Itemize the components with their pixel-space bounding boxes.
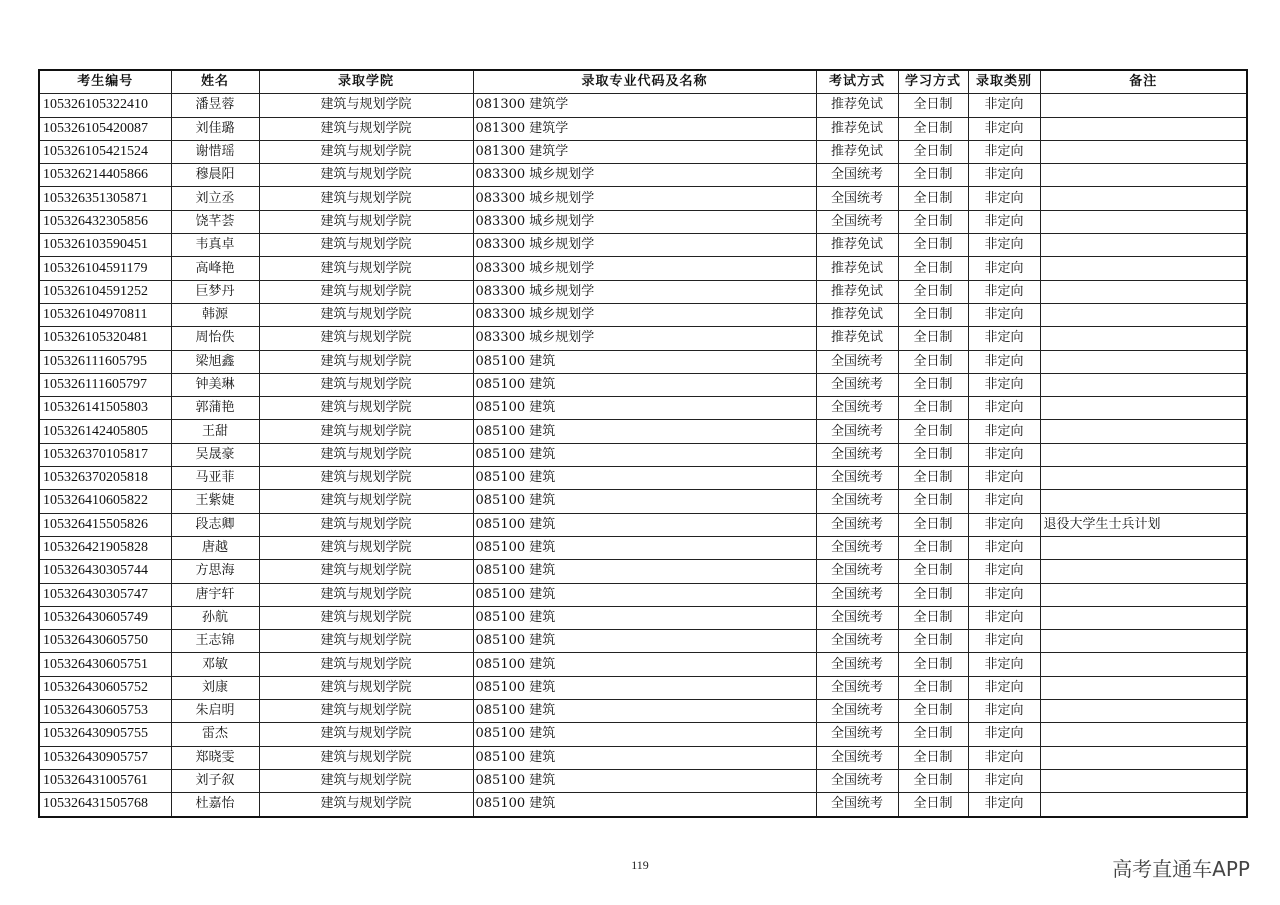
cell-college: 建筑与规划学院 xyxy=(259,467,473,490)
table-row xyxy=(39,187,1247,210)
cell-candidate-id: 105326141505803 xyxy=(39,397,171,420)
cell-admission-category: 非定向 xyxy=(968,653,1040,676)
cell-exam-type: 全国统考 xyxy=(816,350,898,373)
cell-exam-type: 全国统考 xyxy=(816,606,898,629)
cell-exam-type: 全国统考 xyxy=(816,467,898,490)
cell-exam-type: 全国统考 xyxy=(816,560,898,583)
cell-study-mode: 全日制 xyxy=(898,94,968,117)
table-row xyxy=(39,420,1247,443)
table-row xyxy=(39,94,1247,117)
cell-exam-type: 全国统考 xyxy=(816,420,898,443)
cell-major: 083300 城乡规划学 xyxy=(473,210,816,233)
table-row xyxy=(39,606,1247,629)
cell-admission-category: 非定向 xyxy=(968,723,1040,746)
cell-notes xyxy=(1040,583,1247,606)
cell-major: 085100 建筑 xyxy=(473,746,816,769)
cell-notes xyxy=(1040,420,1247,443)
table-row xyxy=(39,560,1247,583)
table-row xyxy=(39,700,1247,723)
cell-study-mode: 全日制 xyxy=(898,234,968,257)
cell-major: 085100 建筑 xyxy=(473,723,816,746)
table-row xyxy=(39,397,1247,420)
cell-notes xyxy=(1040,117,1247,140)
cell-college: 建筑与规划学院 xyxy=(259,187,473,210)
cell-notes xyxy=(1040,769,1247,792)
cell-admission-category: 非定向 xyxy=(968,234,1040,257)
cell-notes xyxy=(1040,350,1247,373)
cell-name: 梁旭鑫 xyxy=(171,350,259,373)
header-major: 录取专业代码及名称 xyxy=(473,70,816,94)
cell-major: 085100 建筑 xyxy=(473,606,816,629)
table-row xyxy=(39,327,1247,350)
cell-name: 刘立丞 xyxy=(171,187,259,210)
cell-admission-category: 非定向 xyxy=(968,560,1040,583)
header-candidate-id: 考生编号 xyxy=(39,70,171,94)
cell-major: 085100 建筑 xyxy=(473,700,816,723)
cell-notes xyxy=(1040,280,1247,303)
cell-study-mode: 全日制 xyxy=(898,420,968,443)
table-row xyxy=(39,536,1247,559)
cell-candidate-id: 105326430605750 xyxy=(39,630,171,653)
cell-name: 钟美琳 xyxy=(171,373,259,396)
cell-notes xyxy=(1040,490,1247,513)
cell-college: 建筑与规划学院 xyxy=(259,117,473,140)
cell-candidate-id: 105326430605752 xyxy=(39,676,171,699)
page-number: 119 xyxy=(631,858,649,872)
cell-college: 建筑与规划学院 xyxy=(259,723,473,746)
cell-major: 085100 建筑 xyxy=(473,397,816,420)
header-admission-category: 录取类别 xyxy=(968,70,1040,94)
cell-candidate-id: 105326142405805 xyxy=(39,420,171,443)
table-row xyxy=(39,280,1247,303)
cell-notes xyxy=(1040,210,1247,233)
header-study-mode: 学习方式 xyxy=(898,70,968,94)
cell-candidate-id: 105326111605797 xyxy=(39,373,171,396)
cell-name: 潘昱蓉 xyxy=(171,94,259,117)
cell-candidate-id: 105326104591179 xyxy=(39,257,171,280)
cell-exam-type: 全国统考 xyxy=(816,583,898,606)
cell-exam-type: 全国统考 xyxy=(816,630,898,653)
cell-admission-category: 非定向 xyxy=(968,257,1040,280)
cell-candidate-id: 105326430305744 xyxy=(39,560,171,583)
cell-notes: 退役大学生士兵计划 xyxy=(1040,513,1247,536)
cell-major: 083300 城乡规划学 xyxy=(473,303,816,326)
cell-name: 穆晨阳 xyxy=(171,164,259,187)
cell-exam-type: 全国统考 xyxy=(816,164,898,187)
cell-major: 083300 城乡规划学 xyxy=(473,234,816,257)
cell-candidate-id: 105326421905828 xyxy=(39,536,171,559)
cell-name: 郭蒲艳 xyxy=(171,397,259,420)
cell-college: 建筑与规划学院 xyxy=(259,700,473,723)
cell-candidate-id: 105326415505826 xyxy=(39,513,171,536)
cell-college: 建筑与规划学院 xyxy=(259,234,473,257)
table-row xyxy=(39,793,1247,817)
table-row xyxy=(39,117,1247,140)
cell-exam-type: 全国统考 xyxy=(816,373,898,396)
cell-name: 韦真卓 xyxy=(171,234,259,257)
cell-candidate-id: 105326105420087 xyxy=(39,117,171,140)
cell-admission-category: 非定向 xyxy=(968,280,1040,303)
cell-college: 建筑与规划学院 xyxy=(259,140,473,163)
cell-exam-type: 全国统考 xyxy=(816,700,898,723)
cell-admission-category: 非定向 xyxy=(968,210,1040,233)
cell-candidate-id: 105326410605822 xyxy=(39,490,171,513)
cell-college: 建筑与规划学院 xyxy=(259,653,473,676)
cell-exam-type: 全国统考 xyxy=(816,676,898,699)
table-row xyxy=(39,630,1247,653)
cell-admission-category: 非定向 xyxy=(968,350,1040,373)
cell-college: 建筑与规划学院 xyxy=(259,257,473,280)
cell-notes xyxy=(1040,606,1247,629)
table-row xyxy=(39,723,1247,746)
cell-notes xyxy=(1040,793,1247,817)
cell-college: 建筑与规划学院 xyxy=(259,769,473,792)
table-row xyxy=(39,303,1247,326)
cell-major: 085100 建筑 xyxy=(473,490,816,513)
admission-table xyxy=(38,69,1248,818)
cell-major: 085100 建筑 xyxy=(473,467,816,490)
cell-admission-category: 非定向 xyxy=(968,700,1040,723)
cell-notes xyxy=(1040,303,1247,326)
table-row xyxy=(39,513,1247,536)
cell-candidate-id: 105326431505768 xyxy=(39,793,171,817)
table-row xyxy=(39,234,1247,257)
table-row xyxy=(39,257,1247,280)
cell-admission-category: 非定向 xyxy=(968,397,1040,420)
cell-study-mode: 全日制 xyxy=(898,443,968,466)
cell-notes xyxy=(1040,397,1247,420)
cell-college: 建筑与规划学院 xyxy=(259,350,473,373)
admission-table-container xyxy=(38,69,1246,818)
cell-name: 饶芊荟 xyxy=(171,210,259,233)
cell-name: 巨梦丹 xyxy=(171,280,259,303)
cell-candidate-id: 105326104970811 xyxy=(39,303,171,326)
cell-college: 建筑与规划学院 xyxy=(259,583,473,606)
table-row xyxy=(39,350,1247,373)
cell-admission-category: 非定向 xyxy=(968,630,1040,653)
cell-admission-category: 非定向 xyxy=(968,793,1040,817)
cell-study-mode: 全日制 xyxy=(898,723,968,746)
cell-candidate-id: 105326214405866 xyxy=(39,164,171,187)
cell-college: 建筑与规划学院 xyxy=(259,373,473,396)
table-row xyxy=(39,583,1247,606)
cell-notes xyxy=(1040,723,1247,746)
cell-exam-type: 全国统考 xyxy=(816,653,898,676)
cell-exam-type: 推荐免试 xyxy=(816,280,898,303)
cell-study-mode: 全日制 xyxy=(898,560,968,583)
cell-name: 高峰艳 xyxy=(171,257,259,280)
cell-admission-category: 非定向 xyxy=(968,513,1040,536)
cell-major: 085100 建筑 xyxy=(473,793,816,817)
cell-notes xyxy=(1040,443,1247,466)
cell-exam-type: 推荐免试 xyxy=(816,117,898,140)
cell-study-mode: 全日制 xyxy=(898,210,968,233)
cell-name: 唐越 xyxy=(171,536,259,559)
cell-candidate-id: 105326351305871 xyxy=(39,187,171,210)
watermark-text: 高考直通车APP xyxy=(1112,857,1250,881)
cell-candidate-id: 105326111605795 xyxy=(39,350,171,373)
cell-admission-category: 非定向 xyxy=(968,420,1040,443)
cell-candidate-id: 105326430605749 xyxy=(39,606,171,629)
cell-notes xyxy=(1040,467,1247,490)
cell-study-mode: 全日制 xyxy=(898,513,968,536)
cell-major: 085100 建筑 xyxy=(473,420,816,443)
table-row xyxy=(39,164,1247,187)
cell-notes xyxy=(1040,94,1247,117)
cell-exam-type: 全国统考 xyxy=(816,513,898,536)
table-row xyxy=(39,653,1247,676)
cell-study-mode: 全日制 xyxy=(898,373,968,396)
cell-study-mode: 全日制 xyxy=(898,280,968,303)
cell-exam-type: 推荐免试 xyxy=(816,257,898,280)
cell-major: 085100 建筑 xyxy=(473,513,816,536)
cell-name: 雷杰 xyxy=(171,723,259,746)
cell-college: 建筑与规划学院 xyxy=(259,327,473,350)
cell-exam-type: 全国统考 xyxy=(816,443,898,466)
table-row xyxy=(39,140,1247,163)
cell-admission-category: 非定向 xyxy=(968,443,1040,466)
table-row xyxy=(39,467,1247,490)
cell-name: 刘子叙 xyxy=(171,769,259,792)
cell-admission-category: 非定向 xyxy=(968,187,1040,210)
cell-college: 建筑与规划学院 xyxy=(259,210,473,233)
cell-major: 081300 建筑学 xyxy=(473,140,816,163)
cell-notes xyxy=(1040,536,1247,559)
cell-name: 马亚菲 xyxy=(171,467,259,490)
header-exam-type: 考试方式 xyxy=(816,70,898,94)
cell-name: 王志锦 xyxy=(171,630,259,653)
cell-notes xyxy=(1040,560,1247,583)
cell-name: 邓敏 xyxy=(171,653,259,676)
cell-college: 建筑与规划学院 xyxy=(259,397,473,420)
cell-candidate-id: 105326430305747 xyxy=(39,583,171,606)
table-row xyxy=(39,769,1247,792)
cell-exam-type: 推荐免试 xyxy=(816,303,898,326)
cell-admission-category: 非定向 xyxy=(968,467,1040,490)
cell-exam-type: 全国统考 xyxy=(816,723,898,746)
cell-admission-category: 非定向 xyxy=(968,117,1040,140)
cell-study-mode: 全日制 xyxy=(898,467,968,490)
cell-study-mode: 全日制 xyxy=(898,606,968,629)
cell-name: 杜嘉怡 xyxy=(171,793,259,817)
cell-notes xyxy=(1040,327,1247,350)
cell-admission-category: 非定向 xyxy=(968,583,1040,606)
header-notes: 备注 xyxy=(1040,70,1247,94)
cell-notes xyxy=(1040,187,1247,210)
cell-candidate-id: 105326370105817 xyxy=(39,443,171,466)
table-body xyxy=(39,94,1247,817)
cell-college: 建筑与规划学院 xyxy=(259,303,473,326)
cell-major: 085100 建筑 xyxy=(473,443,816,466)
cell-college: 建筑与规划学院 xyxy=(259,94,473,117)
cell-notes xyxy=(1040,746,1247,769)
cell-name: 朱启明 xyxy=(171,700,259,723)
cell-notes xyxy=(1040,257,1247,280)
cell-notes xyxy=(1040,653,1247,676)
cell-college: 建筑与规划学院 xyxy=(259,280,473,303)
cell-study-mode: 全日制 xyxy=(898,746,968,769)
header-name: 姓名 xyxy=(171,70,259,94)
cell-study-mode: 全日制 xyxy=(898,490,968,513)
table-row xyxy=(39,676,1247,699)
cell-major: 083300 城乡规划学 xyxy=(473,164,816,187)
cell-college: 建筑与规划学院 xyxy=(259,793,473,817)
cell-study-mode: 全日制 xyxy=(898,303,968,326)
cell-study-mode: 全日制 xyxy=(898,140,968,163)
cell-admission-category: 非定向 xyxy=(968,606,1040,629)
cell-candidate-id: 105326432305856 xyxy=(39,210,171,233)
cell-notes xyxy=(1040,630,1247,653)
cell-college: 建筑与规划学院 xyxy=(259,630,473,653)
cell-notes xyxy=(1040,676,1247,699)
cell-exam-type: 全国统考 xyxy=(816,210,898,233)
cell-major: 085100 建筑 xyxy=(473,536,816,559)
cell-admission-category: 非定向 xyxy=(968,536,1040,559)
cell-candidate-id: 105326430905757 xyxy=(39,746,171,769)
cell-name: 孙航 xyxy=(171,606,259,629)
cell-name: 唐宇轩 xyxy=(171,583,259,606)
cell-name: 刘佳璐 xyxy=(171,117,259,140)
cell-candidate-id: 105326370205818 xyxy=(39,467,171,490)
cell-major: 083300 城乡规划学 xyxy=(473,280,816,303)
cell-study-mode: 全日制 xyxy=(898,350,968,373)
cell-college: 建筑与规划学院 xyxy=(259,676,473,699)
cell-study-mode: 全日制 xyxy=(898,583,968,606)
cell-name: 方思海 xyxy=(171,560,259,583)
cell-admission-category: 非定向 xyxy=(968,676,1040,699)
cell-major: 085100 建筑 xyxy=(473,769,816,792)
table-header-row xyxy=(39,70,1247,94)
table-row xyxy=(39,210,1247,233)
cell-candidate-id: 105326430605751 xyxy=(39,653,171,676)
cell-exam-type: 全国统考 xyxy=(816,397,898,420)
cell-name: 段志卿 xyxy=(171,513,259,536)
table-row xyxy=(39,490,1247,513)
cell-candidate-id: 105326105320481 xyxy=(39,327,171,350)
cell-college: 建筑与规划学院 xyxy=(259,490,473,513)
table-row xyxy=(39,373,1247,396)
cell-exam-type: 全国统考 xyxy=(816,793,898,817)
cell-name: 王甜 xyxy=(171,420,259,443)
cell-name: 周怡佚 xyxy=(171,327,259,350)
cell-major: 085100 建筑 xyxy=(473,653,816,676)
cell-name: 王紫婕 xyxy=(171,490,259,513)
cell-exam-type: 全国统考 xyxy=(816,746,898,769)
cell-major: 083300 城乡规划学 xyxy=(473,257,816,280)
cell-name: 韩源 xyxy=(171,303,259,326)
cell-candidate-id: 105326430605753 xyxy=(39,700,171,723)
cell-exam-type: 推荐免试 xyxy=(816,234,898,257)
cell-study-mode: 全日制 xyxy=(898,164,968,187)
cell-major: 085100 建筑 xyxy=(473,583,816,606)
cell-candidate-id: 105326105421524 xyxy=(39,140,171,163)
cell-college: 建筑与规划学院 xyxy=(259,746,473,769)
cell-college: 建筑与规划学院 xyxy=(259,420,473,443)
cell-name: 吴晟豪 xyxy=(171,443,259,466)
cell-exam-type: 推荐免试 xyxy=(816,327,898,350)
cell-admission-category: 非定向 xyxy=(968,140,1040,163)
cell-notes xyxy=(1040,700,1247,723)
cell-admission-category: 非定向 xyxy=(968,769,1040,792)
cell-exam-type: 全国统考 xyxy=(816,187,898,210)
cell-candidate-id: 105326431005761 xyxy=(39,769,171,792)
cell-exam-type: 全国统考 xyxy=(816,536,898,559)
cell-notes xyxy=(1040,234,1247,257)
header-college: 录取学院 xyxy=(259,70,473,94)
cell-admission-category: 非定向 xyxy=(968,746,1040,769)
cell-exam-type: 全国统考 xyxy=(816,490,898,513)
cell-college: 建筑与规划学院 xyxy=(259,443,473,466)
cell-exam-type: 推荐免试 xyxy=(816,140,898,163)
cell-candidate-id: 105326105322410 xyxy=(39,94,171,117)
cell-admission-category: 非定向 xyxy=(968,327,1040,350)
cell-study-mode: 全日制 xyxy=(898,257,968,280)
cell-admission-category: 非定向 xyxy=(968,303,1040,326)
cell-name: 刘康 xyxy=(171,676,259,699)
table-row xyxy=(39,746,1247,769)
cell-college: 建筑与规划学院 xyxy=(259,536,473,559)
cell-admission-category: 非定向 xyxy=(968,94,1040,117)
cell-study-mode: 全日制 xyxy=(898,327,968,350)
cell-study-mode: 全日制 xyxy=(898,676,968,699)
cell-name: 郑晓雯 xyxy=(171,746,259,769)
cell-college: 建筑与规划学院 xyxy=(259,606,473,629)
cell-major: 085100 建筑 xyxy=(473,630,816,653)
cell-notes xyxy=(1040,164,1247,187)
cell-admission-category: 非定向 xyxy=(968,373,1040,396)
cell-major: 085100 建筑 xyxy=(473,676,816,699)
cell-notes xyxy=(1040,373,1247,396)
cell-major: 083300 城乡规划学 xyxy=(473,187,816,210)
cell-name: 谢惜瑶 xyxy=(171,140,259,163)
cell-major: 085100 建筑 xyxy=(473,350,816,373)
cell-major: 085100 建筑 xyxy=(473,373,816,396)
cell-study-mode: 全日制 xyxy=(898,397,968,420)
cell-study-mode: 全日制 xyxy=(898,653,968,676)
cell-admission-category: 非定向 xyxy=(968,164,1040,187)
table-row xyxy=(39,443,1247,466)
cell-study-mode: 全日制 xyxy=(898,700,968,723)
cell-college: 建筑与规划学院 xyxy=(259,560,473,583)
cell-study-mode: 全日制 xyxy=(898,187,968,210)
cell-college: 建筑与规划学院 xyxy=(259,513,473,536)
cell-study-mode: 全日制 xyxy=(898,117,968,140)
cell-major: 081300 建筑学 xyxy=(473,117,816,140)
cell-study-mode: 全日制 xyxy=(898,769,968,792)
cell-study-mode: 全日制 xyxy=(898,630,968,653)
cell-notes xyxy=(1040,140,1247,163)
cell-admission-category: 非定向 xyxy=(968,490,1040,513)
cell-major: 083300 城乡规划学 xyxy=(473,327,816,350)
cell-exam-type: 全国统考 xyxy=(816,769,898,792)
cell-exam-type: 推荐免试 xyxy=(816,94,898,117)
cell-candidate-id: 105326103590451 xyxy=(39,234,171,257)
cell-candidate-id: 105326104591252 xyxy=(39,280,171,303)
cell-major: 085100 建筑 xyxy=(473,560,816,583)
cell-study-mode: 全日制 xyxy=(898,793,968,817)
cell-candidate-id: 105326430905755 xyxy=(39,723,171,746)
cell-major: 081300 建筑学 xyxy=(473,94,816,117)
cell-study-mode: 全日制 xyxy=(898,536,968,559)
cell-college: 建筑与规划学院 xyxy=(259,164,473,187)
